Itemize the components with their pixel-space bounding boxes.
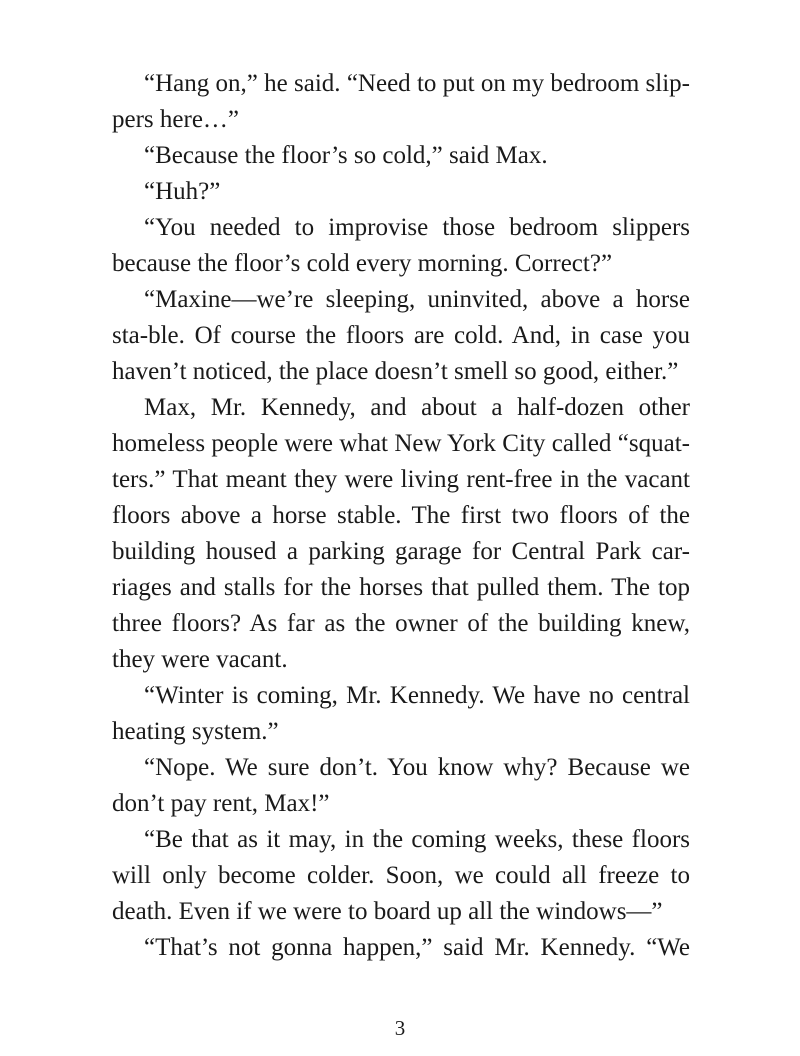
paragraph-10: “That’s not gonna happen,” said Mr. Kennedy. “We xyxy=(144,934,690,961)
paragraph-5: “Maxine—we’re sleeping, uninvited, above a horse sta-ble. Of course the floors are cold. And, in case you haven’t noticed, the place doesn’t smell so good, either.” xyxy=(112,286,690,385)
paragraph-7: “Winter is coming, Mr. Kennedy. We have no central heating system.” xyxy=(112,682,690,745)
paragraph-4: “You needed to improvise those bedroom slippers because the floor’s cold every morning. Correct?” xyxy=(112,214,690,277)
paragraph-2: “Because the floor’s so cold,” said Max. xyxy=(144,142,548,169)
paragraph-8: “Nope. We sure don’t. You know why? Because we don’t pay rent, Max!” xyxy=(112,754,690,817)
paragraph-1: “Hang on,” he said. “Need to put on my bedroom slip-pers here…” xyxy=(112,70,690,133)
paragraph-9: “Be that as it may, in the coming weeks, these floors will only become colder. Soon, we could all freeze to death. Even if we were to board up all the windows—” xyxy=(112,826,690,925)
book-page-text xyxy=(112,66,690,966)
paragraph-3: “Huh?” xyxy=(144,178,221,205)
page-number: 3 xyxy=(394,1016,406,1040)
paragraph-6: Max, Mr. Kennedy, and about a half-dozen other homeless people were what New York City called “squat-ters.” That meant they were living rent-free in the vacant floors above a horse stable. The first two floors of the building housed a parking garage for Central Park car-riages and stalls for the horses that pulled them. The top three floors? As far as the owner of the building knew, they were vacant. xyxy=(112,394,690,673)
